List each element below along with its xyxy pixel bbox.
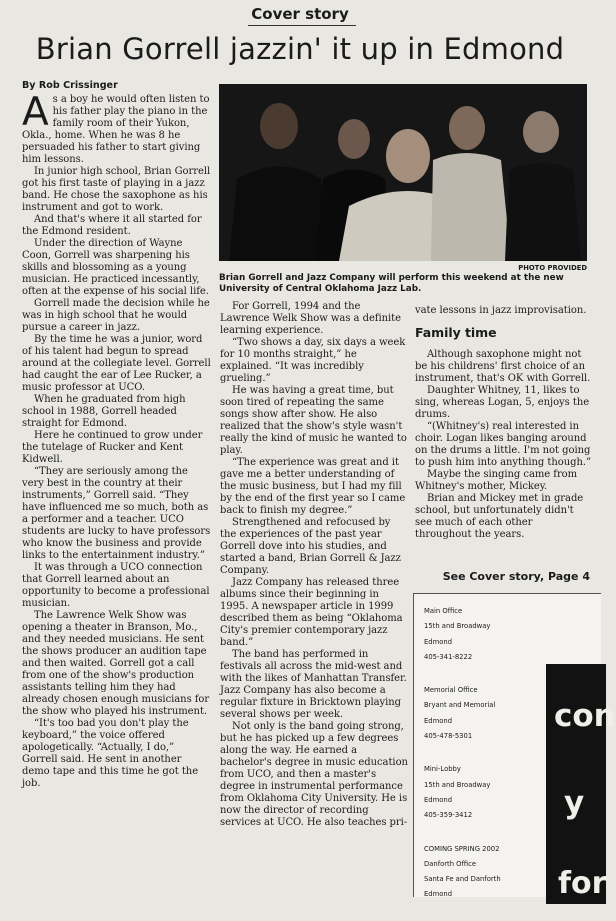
- paragraph: Strengthened and refocused by the experiences of the past year Gorrell dove into his studies, and started a band, Brian Gorrell & Jazz Company.: [220, 517, 401, 576]
- paragraph: By the time he was a junior, word of his talent had begun to spread around at the collegiate level. Gorrell had caught the ear of Lee Rucker, a music professor at UCO.: [22, 334, 211, 393]
- branch-line: Bryant and Memorial: [424, 701, 496, 710]
- photo-caption: Brian Gorrell and Jazz Company will perform this weekend at the new University of Central Oklahoma Jazz Lab.: [219, 273, 564, 294]
- ad-word: y: [564, 785, 585, 821]
- branch-line: Santa Fe and Danforth: [424, 875, 501, 884]
- branch-line: 405-341-8222: [424, 652, 473, 661]
- paragraph: Under the direction of Wayne Coon, Gorrell was sharpening his skills and blossoming as a young musician. He practiced incessantly, often at the expense of his social life.: [22, 238, 209, 297]
- ad-word: for: [558, 866, 607, 901]
- paragraph: “The experience was great and it gave me a better understanding of the music business, but I had my fill by the end of the first year so I came back to finish my degree.”: [220, 457, 406, 516]
- branch-danforth: [424, 842, 534, 903]
- branch-mini-lobby: [424, 762, 534, 823]
- paragraph: Maybe the singing came from Whitney's mother, Mickey.: [415, 469, 578, 492]
- branch-line: 15th and Broadway: [424, 780, 491, 789]
- paragraph: “It's too bad you don't play the keyboard,” the voice offered apologetically. “Actually, I do,” Gorrell said. He sent in another demo tape and this time he got the job.: [22, 718, 199, 789]
- paragraph: Daughter Whitney, 11, likes to sing, whereas Logan, 5, enjoys the drums.: [415, 385, 590, 420]
- band-photo: [219, 84, 587, 261]
- branch-line: Main Office: [424, 607, 463, 615]
- paragraph-continued: vate lessons in jazz improvisation.: [415, 305, 587, 316]
- photo-credit: PHOTO PROVIDED: [518, 264, 587, 272]
- paragraph: The band has performed in festivals all across the mid-west and with the likes of Manhattan Transfer. Jazz Company has also become a regular fixture in Bricktown playing several shows per week.: [220, 649, 407, 720]
- paragraph: It was through a UCO connection that Gorrell learned about an opportunity to become a professional musician.: [22, 562, 210, 609]
- paragraph: He was having a great time, but soon tired of repeating the same songs show after show. He also realized that the show's style wasn't really the kind of music he wanted to play.: [220, 385, 407, 456]
- paragraph: “(Whitney's) real interested in choir. Logan likes banging around on the drums a little. I'm not going to push him into anything though.”: [415, 421, 592, 468]
- article-column-1: [22, 90, 212, 790]
- paragraph: Brian and Mickey met in grade school, but unfortunately didn't see much of each other throughout the years.: [415, 493, 584, 540]
- paragraph: For Gorrell, 1994 and the Lawrence Welk Show was a definite learning experience.: [220, 301, 401, 336]
- section-kicker: Cover story: [251, 5, 349, 23]
- bank-advertisement: [413, 593, 616, 901]
- ad-word: con: [554, 698, 616, 734]
- drop-cap: A: [22, 90, 49, 135]
- paragraph: Gorrell made the decision while he was in high school that he would pursue a career in jazz.: [22, 298, 210, 333]
- branch-line: Edmond: [424, 890, 453, 899]
- paragraph: “They are seriously among the very best in the country at their instruments,” Gorrell said. “They have influenced me so much, both as a performer and a teacher. UCO students are lucky to have professors who know the business and provide links to the entertainment industry.”: [22, 466, 211, 561]
- jump-line: See Cover story, Page 4: [442, 570, 590, 583]
- branch-line: Edmond: [424, 795, 453, 804]
- branch-line: Memorial Office: [424, 686, 478, 695]
- paragraph: “Two shows a day, six days a week for 10 months straight,” he explained. “It was incredibly grueling.”: [220, 337, 406, 384]
- paragraph: Jazz Company has released three albums since their beginning in 1995. A newspaper article in 1999 described them as being “Oklahoma City's premier contemporary jazz band.”: [220, 577, 403, 648]
- byline: By Rob Crissinger: [22, 80, 118, 91]
- ad-dark-panel: [546, 664, 616, 904]
- paragraph: Here he continued to grow under the tutelage of Rucker and Kent Kidwell.: [22, 430, 203, 465]
- paragraph: In junior high school, Brian Gorrell got his first taste of playing in a jazz band. He chose the saxophone as his instrument and got to work.: [22, 166, 211, 213]
- branch-main: [424, 604, 534, 665]
- branch-memorial: [424, 683, 534, 744]
- paragraph: Although saxophone might not be his childrens' first choice of an instrument, that's OK with Gorrell.: [415, 349, 591, 384]
- subhead-family-time: Family time: [415, 325, 497, 340]
- band-photo-illustration: [219, 84, 587, 261]
- branch-list: [424, 604, 534, 921]
- lead-paragraph: [22, 90, 212, 166]
- branch-line: Mini-Lobby: [424, 765, 461, 774]
- branch-line: Danforth Office: [424, 859, 477, 868]
- branch-line: 405-478-5301: [424, 732, 473, 741]
- branch-line: 15th and Broadway: [424, 622, 491, 631]
- paragraph: The Lawrence Welk Show was opening a theater in Branson, Mo., and they needed musicians. He sent the shows producer an audition tape and then waited. Gorrell got a call from one of the show's production assistants telling him they had already chosen enough musicians for the show who played his instrument.: [22, 610, 210, 717]
- paragraph: Not only is the band going strong, but he has picked up a few degrees along the way. He earned a bachelor's degree in music education from UCO, and then a master's degree in instrumental performance from Oklahoma City University. He is now the director of recording services at UCO. He also teaches pri-: [220, 721, 408, 828]
- headline: Brian Gorrell jazzin' it up in Edmond: [35, 32, 565, 66]
- branch-line: Edmond: [424, 637, 453, 646]
- article-column-3: [415, 305, 592, 541]
- branch-line: Edmond: [424, 716, 453, 725]
- kicker-underline: [248, 25, 356, 26]
- branch-line: 405-359-3412: [424, 811, 473, 820]
- paragraph: When he graduated from high school in 1988, Gorrell headed straight for Edmond.: [22, 394, 186, 429]
- lead-text: s a boy he would often listen to his father play the piano in the family room of their Yukon, Okla., home. When he was 8 he persuaded his father to start giving him lessons.: [22, 94, 210, 165]
- article-column-2: [220, 301, 408, 829]
- branch-line: COMING SPRING 2002: [424, 844, 500, 853]
- paragraph: And that's where it all started for the Edmond resident.: [22, 214, 202, 237]
